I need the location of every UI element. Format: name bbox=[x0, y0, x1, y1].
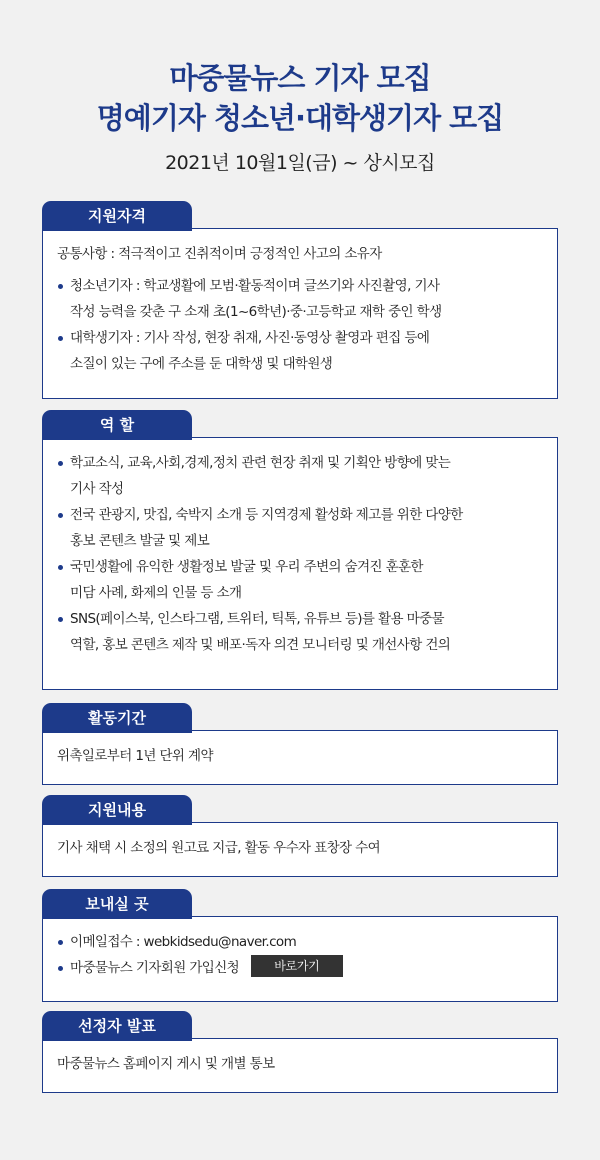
qualification-list bbox=[57, 273, 543, 377]
section-box-role bbox=[42, 437, 558, 690]
section-tab-submit: 보내실 곳 bbox=[42, 889, 192, 919]
list-item-line: 대학생기자 : 기사 작성, 현장 취재, 사진·동영상 촬영과 편집 등에 bbox=[70, 330, 430, 346]
list-item-line: 역할, 홍보 콘텐츠 제작 및 배포·독자 의견 모니터링 및 개선사항 건의 bbox=[70, 637, 451, 653]
list-item bbox=[57, 450, 543, 502]
role-list bbox=[57, 450, 543, 658]
section-box-submit bbox=[42, 916, 558, 1002]
section-tab-role: 역 할 bbox=[42, 410, 192, 440]
list-item-signup bbox=[57, 955, 543, 981]
section-box-qualification bbox=[42, 228, 558, 399]
signup-text: 마중물뉴스 기자회원 가입신청 bbox=[70, 960, 240, 976]
list-item-line: 미담 사례, 화제의 인물 등 소개 bbox=[70, 585, 242, 601]
support-text: 기사 채택 시 소정의 원고료 지급, 활동 우수자 표창장 수여 bbox=[57, 840, 381, 856]
list-item-line: 기사 작성 bbox=[70, 481, 124, 497]
section-activity-period bbox=[42, 703, 558, 785]
common-requirement: 공통사항 : 적극적이고 진취적이며 긍정적인 사고의 소유자 bbox=[57, 246, 382, 262]
activity-period-text: 위촉일로부터 1년 단위 계약 bbox=[57, 748, 213, 764]
recruit-period: 2021년 10월1일(금) ~ 상시모집 bbox=[165, 152, 435, 174]
list-item-line: 전국 관광지, 맛집, 숙박지 소개 등 지역경제 활성화 제고를 위한 다양한 bbox=[70, 507, 463, 523]
go-signup-button[interactable]: 바로가기 bbox=[251, 955, 343, 977]
list-item bbox=[57, 325, 543, 377]
submit-list bbox=[57, 929, 543, 981]
list-item-line: 청소년기자 : 학교생활에 모범·활동적이며 글쓰기와 사진촬영, 기사 bbox=[70, 278, 440, 294]
section-tab-activity-period: 활동기간 bbox=[42, 703, 192, 733]
list-item-line: 학교소식, 교육,사회,경제,정치 관련 현장 취재 및 기획안 방향에 맞는 bbox=[70, 455, 451, 471]
list-item bbox=[57, 606, 543, 658]
page-title: 마중물뉴스 기자 모집 bbox=[169, 61, 431, 95]
section-role bbox=[42, 410, 558, 690]
section-tab-support: 지원내용 bbox=[42, 795, 192, 825]
list-item-line: 홍보 콘텐츠 발굴 및 제보 bbox=[70, 533, 210, 549]
section-tab-qualification: 지원자격 bbox=[42, 201, 192, 231]
section-qualification bbox=[42, 201, 558, 399]
list-item-line: SNS(페이스북, 인스타그램, 트위터, 틱톡, 유튜브 등)를 활용 마중물 bbox=[70, 611, 444, 627]
list-item-line: 작성 능력을 갖춘 구 소재 초(1~6학년)·중·고등학교 재학 중인 학생 bbox=[70, 304, 442, 320]
email-text: 이메일접수 : webkidsedu@naver.com bbox=[70, 934, 297, 950]
section-support bbox=[42, 795, 558, 877]
list-item bbox=[57, 502, 543, 554]
list-item bbox=[57, 273, 543, 325]
section-announce bbox=[42, 1011, 558, 1093]
list-item bbox=[57, 554, 543, 606]
page-subtitle-title: 명예기자 청소년·대학생기자 모집 bbox=[96, 101, 504, 135]
list-item-line: 국민생활에 유익한 생활정보 발굴 및 우리 주변의 숨겨진 훈훈한 bbox=[70, 559, 423, 575]
section-tab-announce: 선정자 발표 bbox=[42, 1011, 192, 1041]
section-box-support bbox=[42, 822, 558, 877]
section-box-announce bbox=[42, 1038, 558, 1093]
list-item-email bbox=[57, 929, 543, 955]
section-submit bbox=[42, 889, 558, 1002]
list-item-line: 소질이 있는 구에 주소를 둔 대학생 및 대학원생 bbox=[70, 356, 333, 372]
announce-text: 마중물뉴스 홈페이지 게시 및 개별 통보 bbox=[57, 1056, 275, 1072]
hero-header bbox=[0, 0, 600, 175]
section-box-activity-period bbox=[42, 730, 558, 785]
